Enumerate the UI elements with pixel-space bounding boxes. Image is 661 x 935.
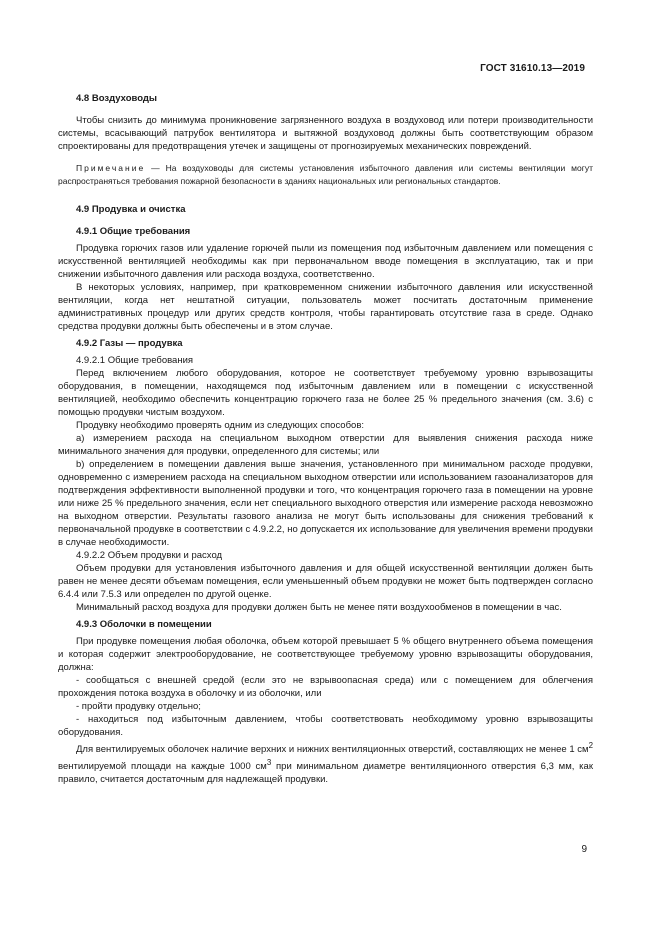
- section-4-9-2-1-paragraph-2: Продувку необходимо проверять одним из следующих способов:: [76, 420, 365, 431]
- section-4-9-1-paragraph-2: В некоторых условиях, например, при кратковременном снижении избыточного давления или искусственной вентиляции, когда нет нештатной ситуации, пользователь может посчитать достаточным применение административных процедур или других средств контроля, чтобы гарантировать отсутствие газа в среде. Однако средства продувки должны быть обеспечены и в этом случае.: [58, 282, 593, 332]
- dash-item-2: - пройти продувку отдельно;: [76, 701, 201, 712]
- ventilation-text-part-3: при минимальном диаметре вентиляционного отверстия 6,3 мм, как правило, считается достаточным для надлежащей продувки.: [58, 761, 593, 786]
- dash-item-1: - сообщаться с внешней средой (если это не взрывоопасная среда) или с помещением для облегчения прохождения потока воздуха в оболочку и из оболочки, или: [58, 675, 593, 699]
- section-4-8-heading: 4.8 Воздуховоды: [76, 93, 158, 104]
- section-4-9-2-2-paragraph-2: Минимальный расход воздуха для продувки должен быть не менее пяти воздухообменов в помещении в час.: [76, 602, 562, 613]
- note-label: Примечание: [76, 163, 146, 173]
- section-4-9-2-1-paragraph-1: Перед включением любого оборудования, которое не соответствует требуемому уровню взрывозащиты оборудования, в помещении, находящемся под избыточным давлением или в помещении с искусственной вентиляцией, необходимо обеспечить концентрацию горючего газа не более 25 % предельного значения (см. 3.6) с помощью продувки чистым воздухом.: [58, 368, 593, 418]
- section-4-9-2-1-heading: 4.9.2.1 Общие требования: [76, 355, 194, 366]
- section-4-9-1-heading: 4.9.1 Общие требования: [76, 226, 191, 237]
- list-item-a: a) измерением расхода на специальном выходном отверстии для выявления снижения расхода ниже минимального значения для продувки, определенного для системы; или: [58, 433, 593, 457]
- dash-item-3: - находиться под избыточным давлением, чтобы соответствовать необходимому уровню взрывозащиты оборудования.: [58, 714, 593, 738]
- section-4-9-3-heading: 4.9.3 Оболочки в помещении: [76, 619, 212, 630]
- ventilation-text-part-2: вентилируемой площади на каждые 1000 см: [58, 761, 267, 773]
- section-4-9-3-paragraph-1: При продувке помещения любая оболочка, объем которой превышает 5 % общего внутреннего объема помещения и которая содержит электрооборудование, не соответствующее требуемому уровню взрывозащиты оборудования, должна:: [58, 636, 593, 673]
- page-number: 9: [581, 844, 587, 855]
- section-4-9-2-2-paragraph-1: Объем продувки для установления избыточного давления и для общей искусственной вентиляции должен быть равен не менее десяти объемам помещения, если уменьшенный объем продувки не может быть подтвержден согласно 6.4.4 или 7.5.3 или определен по другой оценке.: [58, 563, 593, 600]
- section-4-9-2-2-heading: 4.9.2.2 Объем продувки и расход: [76, 550, 223, 561]
- superscript-cm2: 2: [588, 741, 593, 750]
- note-text: — На воздуховоды для системы установления избыточного давления или системы вентиляции могут распространяться требования пожарной безопасности в зданиях национальных или региональных стандартов.: [58, 163, 593, 186]
- ventilation-text-part-1: Для вентилируемых оболочек наличие верхних и нижних вентиляционных отверстий, составляющих не менее 1 см: [76, 744, 589, 756]
- document-body: [58, 92, 593, 786]
- section-4-8-paragraph: Чтобы снизить до минимума проникновение загрязненного воздуха в воздуховод или потери производительности системы, всасывающий патрубок вентилятора и вытяжной воздуховод должны быть соответствующим образом спроектированы для предотвращения утечек и защищены от прогнозируемых механических повреждений.: [58, 115, 593, 152]
- section-4-9-heading: 4.9 Продувка и очистка: [76, 204, 186, 215]
- section-4-9-2-heading: 4.9.2 Газы — продувка: [76, 338, 183, 349]
- list-item-b: b) определением в помещении давления выше значения, установленного при минимальном расходе продувки, одновременно с измерением расхода на специальном выходном отверстии или использованием газоанализаторов для подтверждения эффективности выполненной продувки и того, что концентрация горючего газа в помещении на уровне или ниже 25 % предельного значения, если нет специального выходного отверстия или измерение расхода невозможно на выходном отверстии. Результаты газового анализа не могут быть использованы для снижения требований к первоначальной продувке в соответствии с 4.9.2.2, но допускается их использование для увеличения времени продувки в случае необходимости.: [58, 459, 593, 548]
- superscript-cm3: 3: [266, 758, 272, 768]
- section-4-9-3-paragraph-2: [58, 739, 593, 786]
- section-4-9-1-paragraph-1: Продувка горючих газов или удаление горючей пыли из помещения под избыточным давлением или помещения с искусственной вентиляцией необходимы как при первоначальном вводе помещения в эксплуатацию, так и при снижении избыточного давления или расхода воздуха, соответственно.: [58, 243, 593, 280]
- standard-header: ГОСТ 31610.13—2019: [480, 63, 585, 74]
- section-4-8-note: [58, 162, 593, 187]
